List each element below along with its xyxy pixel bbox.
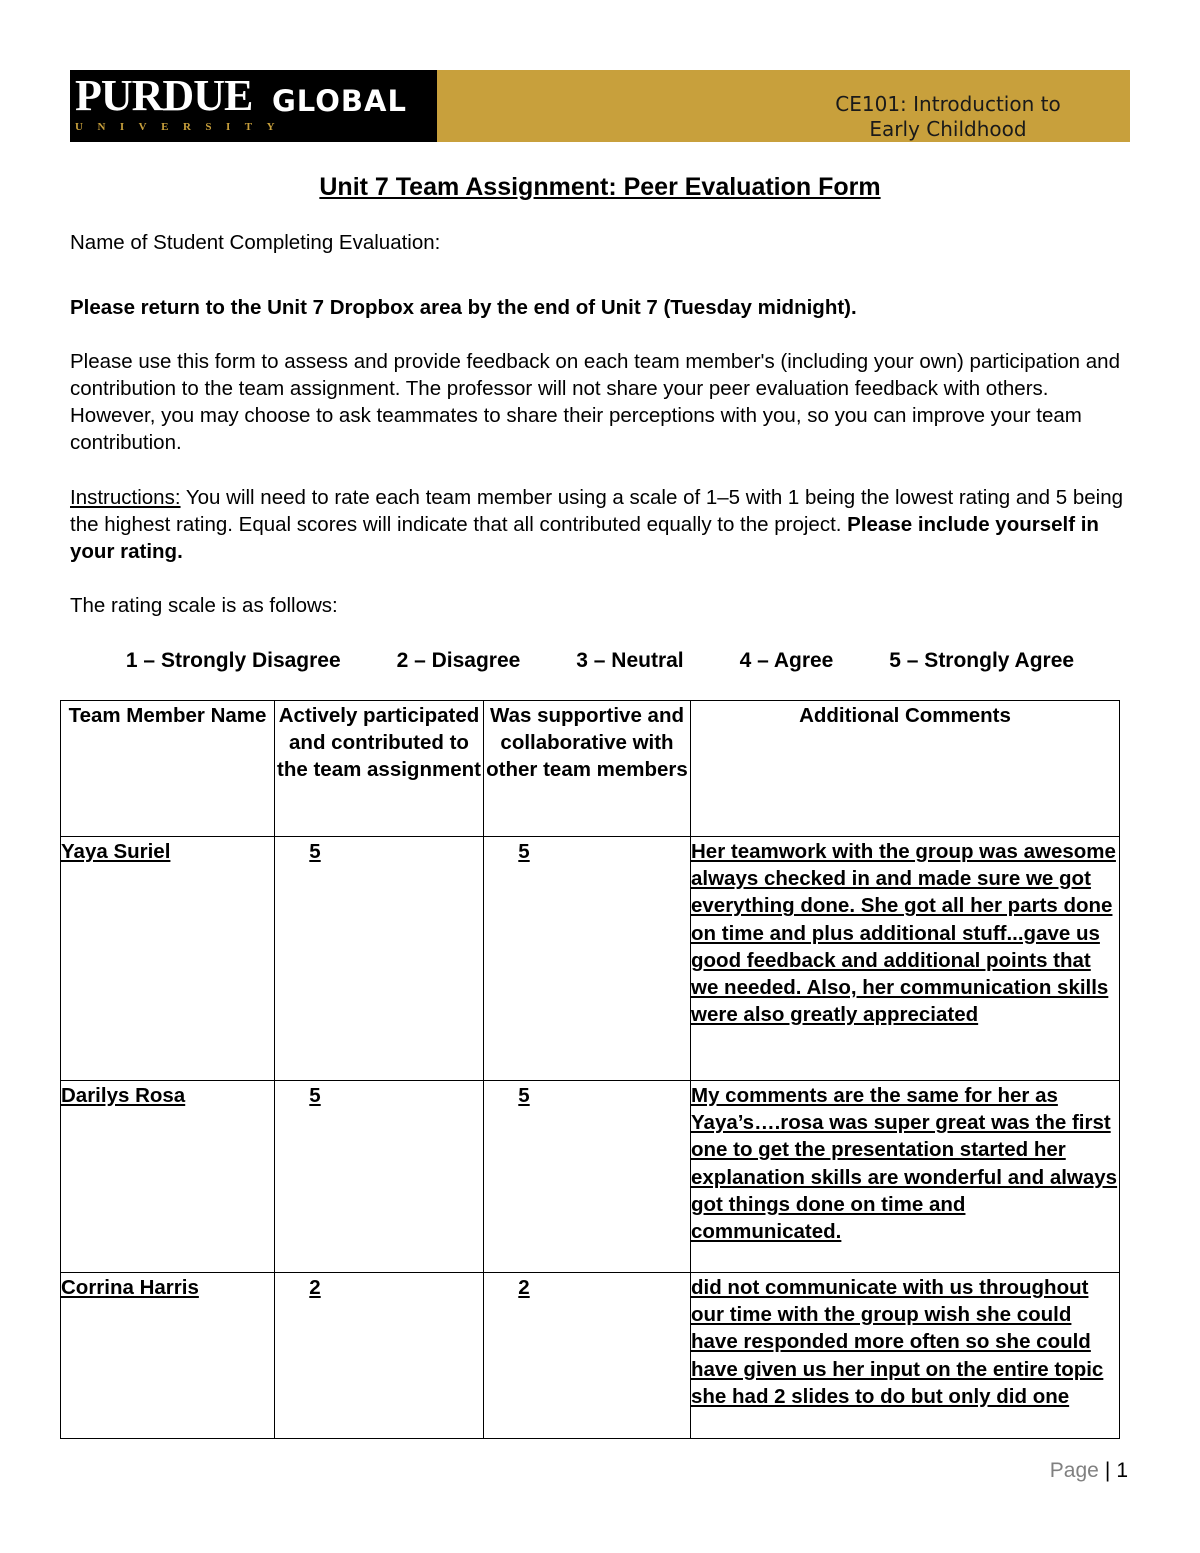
support-score: 5 [518, 840, 530, 863]
page-number: 1 [1116, 1459, 1128, 1482]
member-name: Corrina Harris [61, 1273, 275, 1439]
header-team-member-name: Team Member Name [61, 701, 275, 837]
header-comments: Additional Comments [691, 701, 1120, 837]
header-support: Was supportive and collaborative with other team members [484, 701, 691, 837]
course-title-line1: CE101: Introduction to [835, 92, 1061, 116]
student-name-label: Name of Student Completing Evaluation: [70, 231, 441, 254]
scale-item: 1 – Strongly Disagree [125, 649, 341, 672]
header-banner [70, 70, 1130, 142]
member-comment: Her teamwork with the group was awesome always checked in and made sure we got everything done. She got all her parts done on time and plus additional stuff...gave us good feedback and additional points that we needed. Also, her communication skills were also greatly appreciated [691, 837, 1120, 1081]
scale-item: 5 – Strongly Agree [889, 649, 1075, 672]
instructions-paragraph [70, 484, 1130, 565]
support-cell [484, 837, 691, 1081]
participation-score: 5 [309, 840, 321, 863]
instructions-bold: Please include yourself in your rating. [70, 513, 1099, 563]
purdue-global-logo [70, 70, 437, 142]
table-row [61, 1273, 1120, 1439]
support-score: 5 [518, 1084, 530, 1107]
table-row [61, 1081, 1120, 1273]
member-name: Darilys Rosa [61, 1081, 275, 1273]
logo-university-text: UNIVERSITY [75, 121, 290, 133]
course-title-line2: Early Childhood [869, 117, 1027, 141]
support-cell [484, 1273, 691, 1439]
document-title: Unit 7 Team Assignment: Peer Evaluation Form [319, 173, 881, 201]
support-cell [484, 1081, 691, 1273]
header-participation: Actively participated and contributed to the team assignment [275, 701, 484, 837]
table-header-row [61, 701, 1120, 837]
member-comment: did not communicate with us throughout our time with the group wish she could have responded more often so she could have given us her input on the entire topic she had 2 slides to do but only did one [691, 1273, 1120, 1439]
instructions-label: Instructions: [70, 486, 181, 509]
participation-score: 2 [309, 1276, 321, 1299]
footer-divider: | [1104, 1459, 1111, 1482]
scale-intro: The rating scale is as follows: [70, 594, 338, 617]
intro-paragraph: Please use this form to assess and provide feedback on each team member's (including your own) participation and contribution to the team assignment. The professor will not share your peer evaluation feedback with others. However, you may choose to ask teammates to share their perceptions with you, so you can improve your team contribution. [70, 350, 1120, 454]
participation-cell [275, 1273, 484, 1439]
logo-purdue-text: PURDUE [75, 71, 253, 120]
scale-item: 4 – Agree [739, 649, 834, 672]
page-label: Page [1049, 1459, 1099, 1482]
participation-cell [275, 837, 484, 1081]
peer-evaluation-table [60, 700, 1120, 1439]
logo-global-text: GLOBAL [272, 84, 407, 118]
participation-cell [275, 1081, 484, 1273]
member-comment: My comments are the same for her as Yaya’s….rosa was super great was the first one to get the presentation started her explanation skills are wonderful and always got things done on time and communicated. [691, 1081, 1120, 1273]
scale-item: 2 – Disagree [396, 649, 521, 672]
member-name: Yaya Suriel [61, 837, 275, 1081]
scale-item: 3 – Neutral [576, 649, 684, 672]
participation-score: 5 [309, 1084, 321, 1107]
support-score: 2 [518, 1276, 530, 1299]
return-note: Please return to the Unit 7 Dropbox area by the end of Unit 7 (Tuesday midnight). [70, 296, 857, 319]
rating-scale [70, 647, 1130, 674]
page-footer [1050, 1458, 1128, 1484]
table-row [61, 837, 1120, 1081]
course-title [798, 92, 1098, 142]
instructions-text: You will need to rate each team member using a scale of 1–5 with 1 being the lowest rating and 5 being the highest rating. Equal scores will indicate that all contributed equally to the project. [70, 486, 1123, 536]
